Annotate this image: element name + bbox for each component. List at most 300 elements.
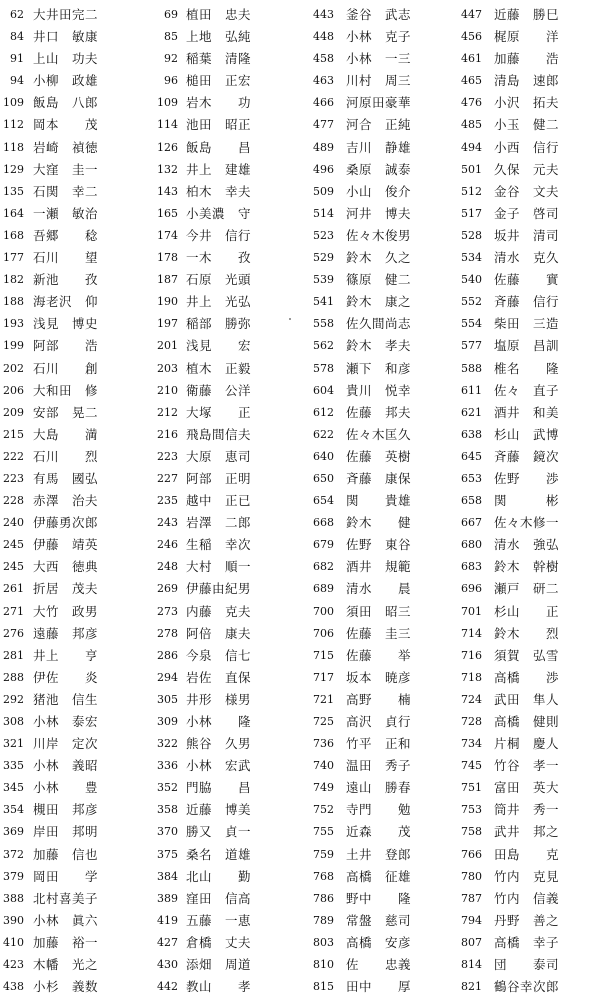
entry-number: 132 [157,162,178,176]
roster-entry [450,623,600,645]
roster-entry [150,4,300,26]
roster-entry [150,755,300,777]
roster-entry [150,159,300,181]
entry-number: 689 [313,582,334,596]
entry-name: 斉藤 信行 [494,294,560,310]
entry-name: 鈴木 烈 [494,625,560,641]
entry-number: 281 [3,648,24,662]
entry-number: 447 [461,8,482,21]
entry-number: 135 [3,184,24,198]
entry-number: 442 [157,980,178,994]
entry-number: 129 [3,162,24,176]
entry-name: 大塚 正 [186,404,252,420]
entry-name: 筒井 秀一 [494,802,560,818]
entry-number: 789 [313,913,334,927]
entry-name: 吾郷 稔 [33,227,99,243]
entry-number: 780 [461,869,482,883]
roster-entry [150,490,300,512]
entry-number: 438 [3,980,24,994]
entry-number: 375 [157,847,178,861]
entry-name: 岩澤 二郎 [186,515,252,531]
entry-number: 714 [461,626,482,640]
entry-number: 96 [164,74,178,88]
roster-entry [450,48,600,70]
entry-number: 728 [461,715,482,728]
entry-number: 354 [3,803,24,817]
entry-number: 638 [461,427,482,441]
roster-entry [0,954,150,976]
entry-name: 猪池 信生 [33,691,99,707]
entry-name: 篠原 健二 [346,272,412,288]
entry-name: 高沢 貞行 [346,714,412,729]
entry-name: 熊谷 久男 [186,736,252,752]
roster-entry [450,4,600,26]
entry-number: 273 [157,604,178,618]
entry-number: 193 [3,317,24,331]
roster-entry [0,888,150,910]
roster-entry [150,380,300,402]
roster-entry [150,799,300,821]
entry-number: 752 [313,803,334,817]
entry-number: 448 [313,30,334,44]
entry-name: 井口 敏康 [33,29,99,45]
entry-number: 654 [313,494,334,508]
entry-name: 田島 克 [494,846,560,862]
entry-name: 鈴木 幹樹 [494,559,560,575]
roster-entry [0,866,150,888]
entry-number: 755 [313,825,334,839]
entry-number: 109 [3,96,24,110]
roster-entry [300,777,450,799]
entry-name: 小西 信行 [494,139,560,155]
entry-name: 貴川 悦幸 [346,382,412,398]
entry-name: 佐々木匡久 [346,426,412,442]
roster-entry [450,26,600,48]
entry-number: 523 [313,228,334,242]
roster-entry [300,623,450,645]
entry-number: 700 [313,604,334,618]
roster-entry [300,203,450,225]
entry-name: 椎名 隆 [494,360,560,376]
entry-number: 201 [157,339,178,353]
entry-name: 阿部 浩 [33,338,99,354]
entry-number: 667 [461,516,482,530]
roster-entry [150,269,300,291]
entry-number: 212 [157,405,178,419]
entry-number: 390 [3,913,24,927]
entry-number: 461 [461,52,482,66]
entry-number: 517 [461,206,482,220]
roster-entry [0,844,150,866]
entry-name: 佐々木修一 [494,515,560,531]
roster-entry [300,556,450,578]
roster-entry [0,601,150,623]
roster-entry [0,490,150,512]
entry-number: 223 [157,449,178,463]
roster-entry [300,512,450,534]
entry-number: 112 [3,118,24,132]
roster-entry [150,910,300,932]
roster-entry [450,910,600,932]
entry-number: 759 [313,847,334,861]
entry-number: 477 [313,118,334,132]
entry-name: 大井田完二 [33,7,99,22]
roster-entry [450,932,600,954]
entry-number: 476 [461,96,482,110]
roster-entry [0,70,150,92]
roster-entry [300,468,450,490]
entry-number: 210 [157,383,178,397]
entry-name: 柴田 三造 [494,316,560,332]
entry-name: 土井 登郎 [346,846,412,862]
entry-name: 衛藤 公洋 [186,382,252,398]
entry-name: 須田 昭三 [346,603,412,619]
entry-name: 小林 宏武 [186,758,252,774]
roster-entry [0,777,150,799]
roster-entry [0,645,150,667]
roster-entry [450,733,600,755]
roster-entry [450,313,600,335]
entry-name: 高橋 安彦 [346,934,412,950]
roster-column-2 [150,4,300,998]
entry-number: 178 [157,251,178,265]
entry-number: 389 [157,891,178,905]
entry-name: 団 泰司 [494,957,560,973]
entry-name: 上山 功夫 [33,51,99,67]
roster-entry [0,821,150,843]
entry-name: 金谷 文夫 [494,183,560,199]
entry-name: 小杉 義数 [33,979,99,995]
entry-number: 174 [157,228,178,242]
entry-number: 725 [313,715,334,728]
entry-number: 92 [164,52,178,66]
entry-name: 河合 正純 [346,117,412,133]
entry-number: 815 [313,980,334,994]
roster-entry [300,335,450,357]
entry-number: 202 [3,361,24,375]
entry-number: 190 [157,295,178,309]
entry-number: 388 [3,891,24,905]
entry-name: 寺門 勉 [346,802,412,818]
entry-number: 109 [157,96,178,110]
entry-number: 223 [3,471,24,485]
entry-name: 小柳 政雄 [33,73,99,89]
entry-name: 越中 正已 [186,493,252,509]
entry-name: 小林 一三 [346,51,412,67]
entry-number: 209 [3,405,24,419]
entry-name: 石原 光頭 [186,272,252,288]
entry-number: 187 [157,273,178,287]
roster-column-3 [300,4,450,998]
entry-number: 384 [157,869,178,883]
entry-number: 62 [10,8,24,21]
entry-name: 竹谷 孝一 [494,758,560,774]
roster-entry [300,534,450,556]
entry-name: 岩崎 禎徳 [33,139,99,155]
entry-number: 143 [157,184,178,198]
entry-number: 286 [157,648,178,662]
entry-number: 679 [313,538,334,552]
entry-name: 佐々 直子 [494,382,560,398]
roster-entry [150,976,300,998]
entry-name: 酒井 規範 [346,559,412,575]
entry-name: 小沢 拓夫 [494,95,560,111]
entry-name: 教山 孝 [186,979,252,995]
roster-entry [450,689,600,711]
roster-entry [0,92,150,114]
entry-number: 621 [461,405,482,419]
roster-entry [150,114,300,136]
roster-entry [450,446,600,468]
entry-name: 吉川 静雄 [346,139,412,155]
entry-name: 近森 茂 [346,824,412,840]
entry-number: 465 [461,74,482,88]
roster-entry [150,601,300,623]
entry-number: 269 [157,582,178,596]
roster-entry [450,114,600,136]
entry-number: 751 [461,781,482,795]
roster-entry [300,114,450,136]
entry-name: 久保 元夫 [494,161,560,177]
roster-entry [300,866,450,888]
entry-number: 118 [3,140,24,154]
roster-entry [450,512,600,534]
roster-entry [150,48,300,70]
entry-name: 清島 速郎 [494,73,560,89]
roster-entry [0,159,150,181]
entry-number: 577 [461,339,482,353]
roster-entry [450,777,600,799]
roster-entry [150,888,300,910]
entry-number: 199 [3,339,24,353]
entry-number: 294 [157,670,178,684]
roster-entry [300,667,450,689]
entry-number: 358 [157,803,178,817]
entry-number: 724 [461,692,482,706]
entry-number: 228 [3,494,24,508]
entry-name: 生稲 幸次 [186,537,252,553]
entry-number: 165 [157,206,178,220]
entry-name: 北山 勤 [186,868,252,884]
roster-entry [0,114,150,136]
entry-name: 遠藤 邦彦 [33,625,99,641]
roster-entry [0,380,150,402]
roster-entry [450,137,600,159]
roster-entry [450,92,600,114]
roster-column-4 [450,4,600,998]
roster-entry [150,578,300,600]
entry-number: 248 [157,560,178,574]
entry-number: 94 [10,74,24,88]
roster-entry [150,954,300,976]
entry-name: 鈴木 孝夫 [346,338,412,354]
entry-number: 562 [313,339,334,353]
entry-number: 716 [461,648,482,662]
entry-name: 五藤 一恵 [186,912,252,928]
entry-number: 787 [461,891,482,905]
entry-name: 田中 厚 [346,979,412,995]
roster-entry [0,137,150,159]
roster-entry [450,159,600,181]
roster-entry [0,335,150,357]
roster-entry [300,954,450,976]
entry-name: 川岸 定次 [33,736,99,752]
roster-entry [300,799,450,821]
entry-name: 坂本 暁彦 [346,669,412,685]
roster-entry [450,534,600,556]
entry-name: 桑名 道雄 [186,846,252,862]
entry-name: 安部 晃二 [33,404,99,420]
roster-entry [0,26,150,48]
roster-entry [0,689,150,711]
entry-number: 309 [157,715,178,728]
entry-number: 419 [157,913,178,927]
entry-number: 552 [461,295,482,309]
roster-entry [300,645,450,667]
roster-entry [450,711,600,733]
roster-entry [0,534,150,556]
entry-number: 578 [313,361,334,375]
entry-name: 植木 正毅 [186,360,252,376]
roster-entry [300,159,450,181]
stray-dot [289,318,291,320]
roster-entry [300,92,450,114]
entry-name: 加藤 信也 [33,846,99,862]
entry-number: 554 [461,317,482,331]
entry-name: 坂井 清司 [494,227,560,243]
entry-name: 浅見 博史 [33,316,99,332]
entry-number: 322 [157,737,178,751]
entry-name: 川村 周三 [346,73,412,89]
entry-name: 阿部 正明 [186,470,252,486]
entry-name: 竹内 克見 [494,868,560,884]
roster-entry [300,358,450,380]
entry-number: 243 [157,516,178,530]
entry-number: 509 [313,184,334,198]
roster-entry [450,888,600,910]
entry-name: 高橋 渉 [494,669,560,685]
entry-number: 680 [461,538,482,552]
entry-name: 大西 徳典 [33,559,99,575]
entry-name: 赤澤 治夫 [33,493,99,509]
entry-number: 372 [3,847,24,861]
roster-entry [0,313,150,335]
entry-name: 梶原 洋 [494,29,560,45]
entry-name: 須賀 弘雪 [494,647,560,663]
roster-entry [300,446,450,468]
entry-name: 河井 博夫 [346,205,412,221]
entry-name: 木幡 光之 [33,957,99,973]
entry-number: 753 [461,803,482,817]
entry-number: 245 [3,538,24,552]
entry-number: 164 [3,206,24,220]
roster-entry [150,623,300,645]
entry-name: 竹内 信義 [494,890,560,906]
entry-number: 539 [313,273,334,287]
entry-name: 小林 豊 [33,780,99,796]
entry-name: 井上 光弘 [186,294,252,310]
entry-number: 278 [157,626,178,640]
roster-entry [450,358,600,380]
entry-number: 653 [461,471,482,485]
entry-number: 288 [3,670,24,684]
entry-name: 稲葉 清隆 [186,51,252,67]
roster-entry [300,490,450,512]
entry-name: 斉藤 康保 [346,470,412,486]
entry-name: 大窪 圭一 [33,161,99,177]
entry-name: 佐久間尚志 [346,316,412,332]
entry-number: 227 [157,471,178,485]
roster-entry [150,247,300,269]
entry-name: 佐野 渉 [494,470,560,486]
roster-entry [450,247,600,269]
roster-entry [0,512,150,534]
roster-entry [0,711,150,733]
roster-entry [150,534,300,556]
roster-entry [150,137,300,159]
roster-entry [300,755,450,777]
roster-entry [300,733,450,755]
roster-entry [300,380,450,402]
entry-number: 168 [3,228,24,242]
entry-name: 小林 泰宏 [33,714,99,729]
roster-entry [300,313,450,335]
roster-entry [0,48,150,70]
entry-name: 小山 俊介 [346,183,412,199]
entry-number: 261 [3,582,24,596]
roster-column-1 [0,4,150,998]
entry-number: 512 [461,184,482,198]
entry-number: 458 [313,52,334,66]
entry-name: 鈴木 久之 [346,250,412,266]
entry-name: 佐野 東谷 [346,537,412,553]
roster-entry [300,70,450,92]
entry-name: 大竹 政男 [33,603,99,619]
roster-entry [300,888,450,910]
entry-name: 一木 孜 [186,250,252,266]
entry-name: 柏木 幸夫 [186,183,252,199]
entry-name: 内藤 克夫 [186,603,252,619]
entry-number: 718 [461,670,482,684]
entry-name: 海老沢 仰 [33,294,99,310]
entry-name: 岩木 功 [186,95,252,111]
entry-name: 関 彬 [494,493,560,509]
entry-number: 588 [461,361,482,375]
entry-name: 岡本 茂 [33,117,99,133]
roster-entry [450,821,600,843]
roster-entry [450,203,600,225]
entry-name: 小林 隆 [186,714,252,729]
entry-name: 浅見 宏 [186,338,252,354]
roster-entry [0,733,150,755]
roster-entry [150,402,300,424]
entry-name: 石川 望 [33,250,99,266]
entry-number: 612 [313,405,334,419]
entry-name: 北村喜美子 [33,890,99,906]
entry-number: 369 [3,825,24,839]
roster-entry [150,645,300,667]
roster-entry [450,976,600,998]
roster-entry [450,844,600,866]
entry-number: 814 [461,958,482,972]
roster-entry [450,490,600,512]
roster-entry [450,799,600,821]
entry-number: 640 [313,449,334,463]
roster-entry [150,225,300,247]
entry-number: 807 [461,935,482,949]
entry-name: 武田 隼人 [494,691,560,707]
entry-number: 717 [313,670,334,684]
